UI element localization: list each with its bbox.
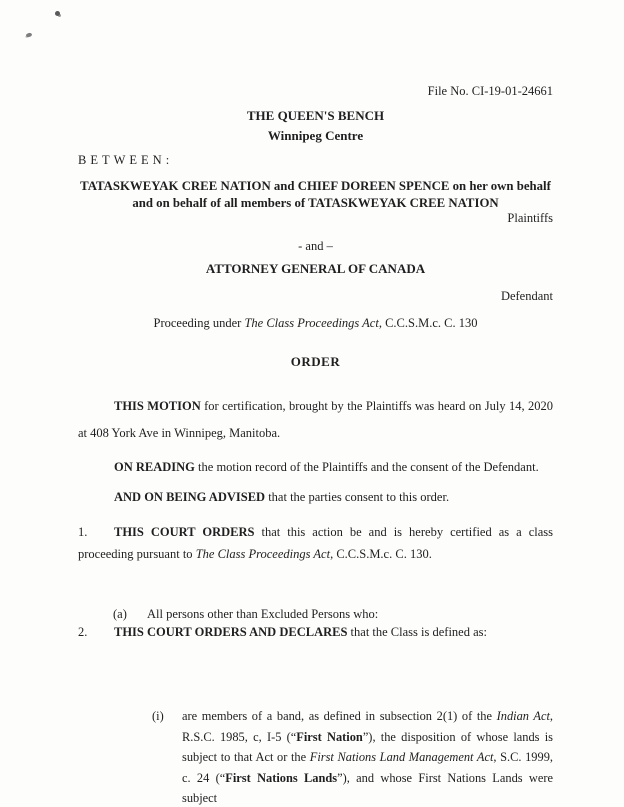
defendant-label: Defendant — [500, 289, 553, 303]
court-name: THE QUEEN'S BENCH — [246, 108, 385, 123]
court-registry: Winnipeg Centre — [267, 128, 364, 143]
paragraph-on-reading: ON READING the motion record of the Plaintiffs and the consent of the Defendant. — [114, 460, 539, 474]
paragraph-1-number: 1. — [78, 525, 88, 539]
and-separator: - and – — [298, 239, 333, 253]
class-definition-item-i — [152, 706, 553, 807]
between-label: BETWEEN: — [78, 153, 174, 167]
plaintiffs-names-line2: and on behalf of all members of TATASKWEYAK CREE NATION — [132, 195, 499, 210]
scan-artifact-speck — [55, 11, 60, 16]
item-a-marker: (a) — [113, 607, 127, 621]
plaintiffs-names-line1: TATASKWEYAK CREE NATION and CHIEF DOREEN SPENCE on her own behalf — [80, 179, 551, 193]
item-i-text: are members of a band, as defined in subsection 2(1) of the Indian Act, R.S.C. 1985, c, I-5 (“First Nation”), the disposition of whose lands is subject to that Act or the First Nations Land Management Act, S.C. 1999, c. 24 (“First Nations Lands”), and whose First Nations Lands were subject — [182, 709, 553, 805]
defendant-name: ATTORNEY GENERAL OF CANADA — [205, 261, 426, 276]
scan-artifact-speck — [26, 32, 33, 37]
order-heading: ORDER — [290, 354, 341, 369]
class-definition-item-a — [113, 607, 553, 622]
paragraph-being-advised: AND ON BEING ADVISED that the parties consent to this order. — [114, 490, 450, 504]
plaintiffs-names — [78, 178, 553, 211]
paragraph-order-2 — [78, 621, 553, 643]
paragraph-1-text: THIS COURT ORDERS that this action be and is hereby certified as a class proceeding pursuant to The Class Proceedings Act, C.C.S.M.c. C. 130. — [78, 525, 553, 561]
plaintiffs-label: Plaintiffs — [507, 211, 553, 225]
paragraph-2-number: 2. — [78, 625, 88, 639]
paragraph-order-1 — [78, 521, 553, 565]
item-i-marker: (i) — [152, 709, 164, 723]
paragraph-this-motion: THIS MOTION for certification, brought by the Plaintiffs was heard on July 14, 2020 at 408 York Ave in Winnipeg, Manitoba. — [78, 399, 553, 440]
file-number: File No. CI-19-01-24661 — [427, 84, 553, 98]
item-a-text: All persons other than Excluded Persons who: — [147, 607, 379, 621]
proceeding-under-line: Proceeding under The Class Proceedings Act, C.C.S.M.c. C. 130 — [153, 316, 478, 330]
paragraph-2-text: THIS COURT ORDERS AND DECLARES that the Class is defined as: — [114, 625, 487, 639]
